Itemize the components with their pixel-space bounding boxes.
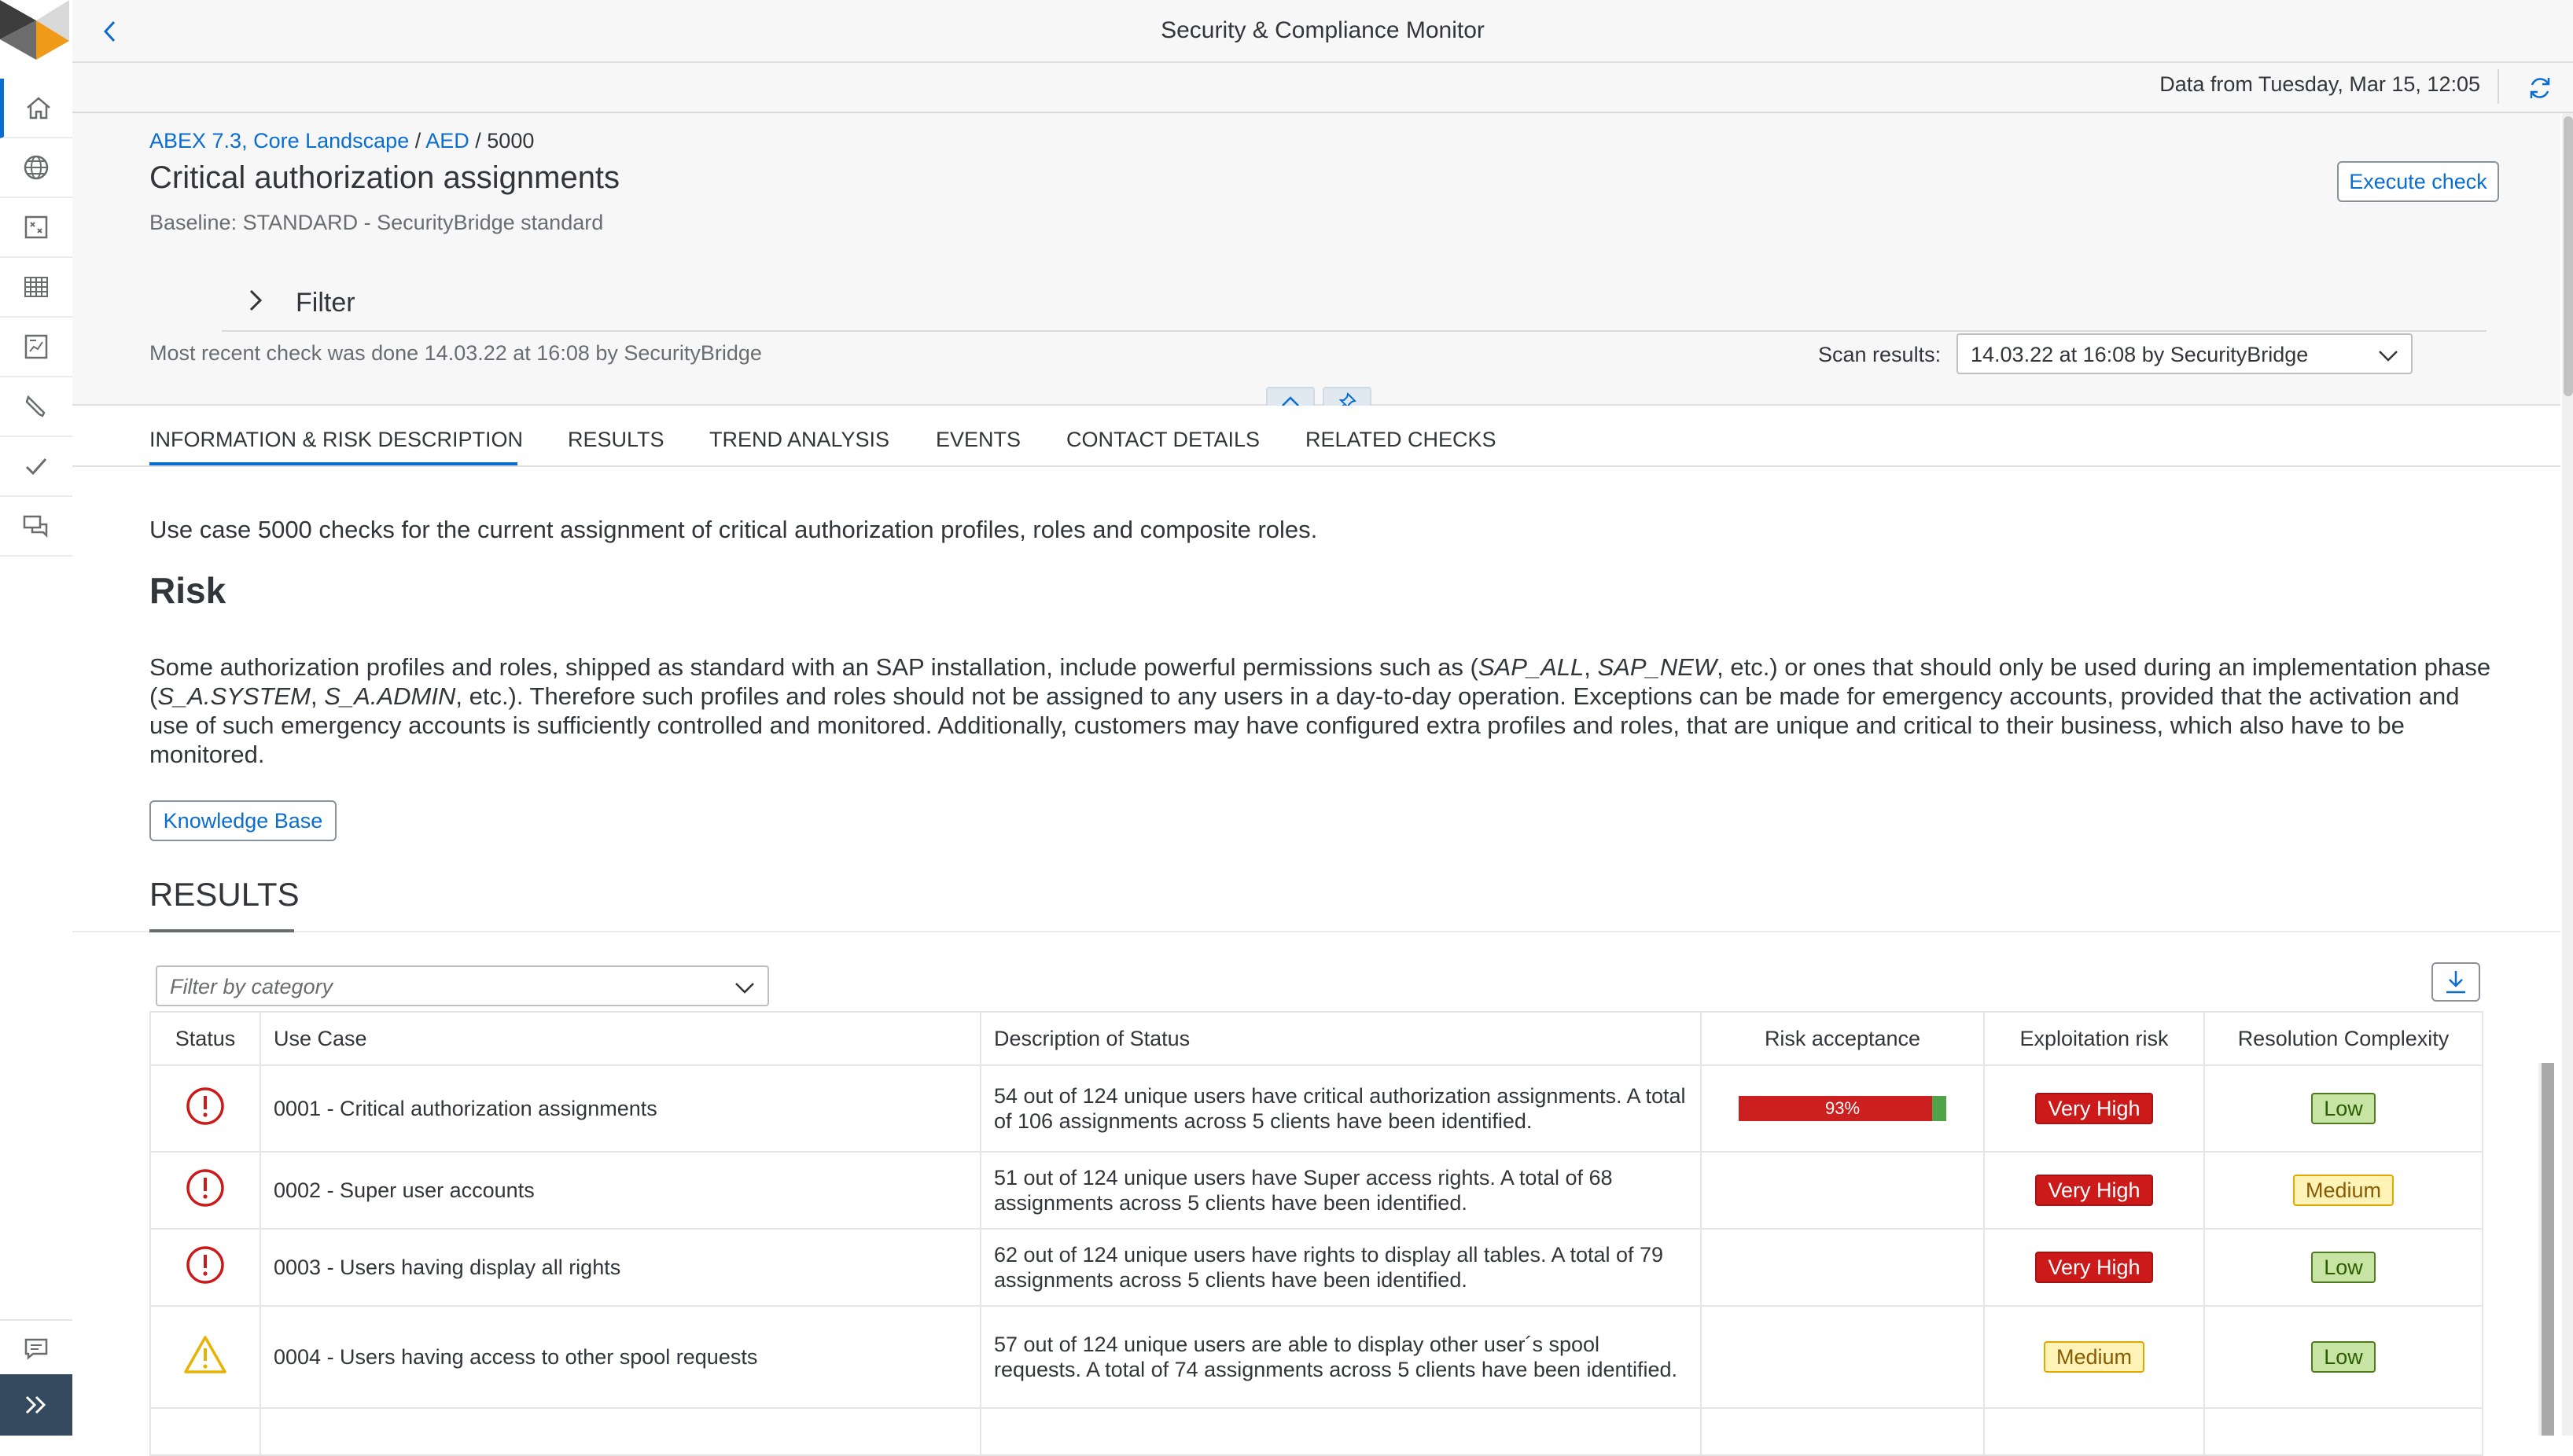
- page-scrollbar-thumb[interactable]: [2564, 116, 2573, 396]
- table-scrollbar-thumb[interactable]: [2542, 1063, 2554, 1436]
- column-header-status[interactable]: Status: [150, 1012, 260, 1065]
- risk-description: [149, 653, 2501, 769]
- scan-results-select[interactable]: [1956, 333, 2413, 374]
- profile-name: SAP_ALL: [1478, 653, 1585, 681]
- knowledge-base-button[interactable]: Knowledge Base: [149, 800, 337, 841]
- execute-check-button[interactable]: Execute check: [2337, 161, 2499, 202]
- download-icon: [2443, 969, 2468, 995]
- risk-acceptance-cell: [1701, 1306, 1984, 1408]
- use-case-cell: 0003 - Users having display all rights: [260, 1229, 981, 1306]
- use-case-cell: 0002 - Super user accounts: [260, 1152, 981, 1229]
- chevron-down-icon: [733, 976, 756, 998]
- risk-text-part: ,: [1584, 653, 1598, 681]
- nav-feedback[interactable]: [0, 1319, 72, 1376]
- status-cell: [150, 1152, 260, 1229]
- error-icon: [185, 1245, 226, 1285]
- status-cell: [150, 1065, 260, 1152]
- resolution-complexity-cell: [2204, 1065, 2483, 1152]
- app-title: Security & Compliance Monitor: [1161, 17, 1485, 43]
- nav-map[interactable]: [0, 198, 72, 258]
- column-header-risk-acceptance[interactable]: Risk acceptance: [1701, 1012, 1984, 1065]
- data-timestamp: Data from Tuesday, Mar 15, 12:05: [2159, 72, 2480, 96]
- category-filter-placeholder: Filter by category: [170, 975, 333, 998]
- nav-table[interactable]: [0, 258, 72, 318]
- profile-name: S_A.ADMIN: [324, 682, 456, 710]
- risk-acceptance-bar: [1739, 1096, 1946, 1121]
- column-header-exploitation-risk[interactable]: Exploitation risk: [1984, 1012, 2204, 1065]
- breadcrumb-landscape[interactable]: ABEX 7.3, Core Landscape: [149, 129, 410, 153]
- exploitation-risk-cell: [1984, 1306, 2204, 1408]
- exploitation-risk-cell: [1984, 1408, 2204, 1455]
- recent-check-text: Most recent check was done 14.03.22 at 16:08 by SecurityBridge: [149, 341, 762, 365]
- page-title: Critical authorization assignments: [149, 160, 620, 195]
- exploitation-risk-badge: Very High: [2035, 1252, 2152, 1283]
- feedback-icon: [20, 1333, 52, 1364]
- error-icon: [185, 1086, 226, 1127]
- nav-home[interactable]: [0, 79, 72, 138]
- exploitation-risk-cell: [1984, 1152, 2204, 1229]
- map-icon: [20, 211, 52, 243]
- status-cell: [150, 1306, 260, 1408]
- exploitation-risk-cell: [1984, 1065, 2204, 1152]
- filter-expand-button[interactable]: [247, 285, 271, 316]
- resolution-complexity-cell: [2204, 1306, 2483, 1408]
- breadcrumb-system[interactable]: AED: [425, 129, 469, 153]
- tab-trend-analysis[interactable]: TREND ANALYSIS: [709, 428, 890, 451]
- description-cell: 51 out of 124 unique users have Super access rights. A total of 68 assignments across 5 clients have been identified.: [981, 1152, 1701, 1229]
- shell-bar: [72, 0, 2573, 63]
- risk-acceptance-label: 93%: [1824, 1098, 1861, 1118]
- table-header-row: [150, 1012, 2483, 1065]
- expand-navigation-button[interactable]: [0, 1374, 72, 1436]
- risk-acceptance-cell: [1701, 1065, 1984, 1152]
- description-cell: [981, 1408, 1701, 1455]
- table-row[interactable]: [150, 1408, 2483, 1455]
- risk-text-part: , etc.) or ones that should only be used during an implementation phase (: [149, 653, 2491, 710]
- tab-events[interactable]: EVENTS: [936, 428, 1021, 451]
- nav-globe[interactable]: [0, 138, 72, 198]
- scan-results-label: Scan results:: [1818, 343, 1942, 366]
- resolution-complexity-cell: [2204, 1229, 2483, 1306]
- nav-report[interactable]: [0, 318, 72, 377]
- use-case-cell: 0004 - Users having access to other spool requests: [260, 1306, 981, 1408]
- checkmark-icon: [20, 450, 52, 482]
- table-row[interactable]: [150, 1229, 2483, 1306]
- status-cell: [150, 1229, 260, 1306]
- breadcrumb-current: 5000: [487, 129, 535, 153]
- separator: [2498, 69, 2499, 104]
- wrench-icon: [20, 391, 52, 422]
- resolution-complexity-badge: Low: [2311, 1341, 2376, 1373]
- column-header-description[interactable]: Description of Status: [981, 1012, 1701, 1065]
- risk-acceptance-cell: [1701, 1229, 1984, 1306]
- main-content: [72, 467, 2560, 1436]
- divider: [72, 931, 2560, 932]
- table-row[interactable]: [150, 1152, 2483, 1229]
- description-cell: 54 out of 124 unique users have critical authorization assignments. A total of 106 assignments across 5 clients have been identified.: [981, 1065, 1701, 1152]
- grid-table-icon: [20, 271, 52, 303]
- description-cell: 57 out of 124 unique users are able to display other user´s spool requests. A total of 74 assignments across 5 clients have been identified.: [981, 1306, 1701, 1408]
- breadcrumb: [149, 129, 534, 153]
- resolution-complexity-cell: [2204, 1152, 2483, 1229]
- home-icon: [23, 92, 54, 123]
- column-header-use-case[interactable]: Use Case: [260, 1012, 981, 1065]
- resolution-complexity-cell: [2204, 1408, 2483, 1455]
- app-logo: [0, 0, 72, 72]
- use-case-cell: 0001 - Critical authorization assignments: [260, 1065, 981, 1152]
- exploitation-risk-cell: [1984, 1229, 2204, 1306]
- tab-information-risk[interactable]: INFORMATION & RISK DESCRIPTION: [149, 428, 524, 451]
- side-navigation: [0, 0, 74, 1436]
- risk-acceptance-cell: [1701, 1152, 1984, 1229]
- active-tab-indicator: [149, 462, 517, 465]
- use-case-cell: [260, 1408, 981, 1455]
- usecase-description: Use case 5000 checks for the current assignment of critical authorization profiles, roles and composite roles.: [149, 516, 1318, 543]
- object-page-header: [72, 113, 2560, 406]
- tab-results[interactable]: RESULTS: [568, 428, 664, 451]
- nav-discussion[interactable]: [0, 497, 72, 557]
- tab-related-checks[interactable]: RELATED CHECKS: [1305, 428, 1496, 451]
- description-cell: 62 out of 124 unique users have rights to display all tables. A total of 79 assignments across 5 clients have been identified.: [981, 1229, 1701, 1306]
- results-table: [149, 1011, 2483, 1456]
- report-icon: [20, 331, 52, 362]
- expand-icon: [20, 1389, 52, 1421]
- error-icon: [185, 1167, 226, 1208]
- exploitation-risk-badge: Medium: [2044, 1341, 2144, 1373]
- column-header-resolution-complexity[interactable]: Resolution Complexity: [2204, 1012, 2483, 1065]
- tab-bar: [72, 406, 2560, 467]
- table-row[interactable]: [150, 1065, 2483, 1152]
- download-button[interactable]: [2431, 962, 2480, 1002]
- category-filter-select[interactable]: [156, 965, 769, 1006]
- status-cell: [150, 1408, 260, 1455]
- profile-name: SAP_NEW: [1597, 653, 1717, 681]
- data-status-bar: [72, 63, 2573, 113]
- risk-text-part: , etc.). Therefore such profiles and roles should not be assigned to any users in a day-to-day operation. Exceptions can be made for emergency accounts, provided that the activation and use of such emergency accounts is sufficiently controlled and monitored. Additionally, customers may have configured extra profiles and roles, that are unique and critical to their business, which also have to be monitored.: [149, 682, 2460, 768]
- refresh-button[interactable]: [2523, 71, 2557, 105]
- risk-acceptance-cell: [1701, 1408, 1984, 1455]
- resolution-complexity-badge: Low: [2311, 1252, 2376, 1283]
- globe-icon: [20, 152, 52, 183]
- tab-contact-details[interactable]: CONTACT DETAILS: [1066, 428, 1261, 451]
- warning-icon: [183, 1334, 227, 1375]
- baseline-text: Baseline: STANDARD - SecurityBridge standard: [149, 211, 604, 234]
- exploitation-risk-badge: Very High: [2035, 1093, 2152, 1124]
- nav-tools[interactable]: [0, 377, 72, 437]
- table-row[interactable]: [150, 1306, 2483, 1408]
- exploitation-risk-badge: Very High: [2035, 1175, 2152, 1206]
- risk-text-part: Some authorization profiles and roles, shipped as standard with an SAP installation, include powerful permissions such as (: [149, 653, 1478, 681]
- breadcrumb-separator: /: [409, 129, 426, 153]
- filter-label[interactable]: Filter: [296, 288, 355, 318]
- divider: [222, 330, 2486, 332]
- section-underline: [149, 929, 294, 932]
- nav-checks[interactable]: [0, 437, 72, 497]
- risk-heading: Risk: [149, 570, 226, 611]
- resolution-complexity-badge: Low: [2311, 1093, 2376, 1124]
- profile-name: S_A.SYSTEM: [157, 682, 311, 710]
- refresh-icon: [2526, 74, 2554, 102]
- scan-results-value: 14.03.22 at 16:08 by SecurityBridge: [1971, 343, 2309, 366]
- risk-text-part: ,: [311, 682, 325, 710]
- chevron-down-icon: [2376, 344, 2400, 366]
- breadcrumb-separator: /: [469, 129, 488, 153]
- chevron-right-icon: [247, 288, 264, 313]
- discussion-icon: [20, 510, 52, 542]
- results-heading: RESULTS: [149, 876, 300, 913]
- resolution-complexity-badge: Medium: [2293, 1175, 2394, 1206]
